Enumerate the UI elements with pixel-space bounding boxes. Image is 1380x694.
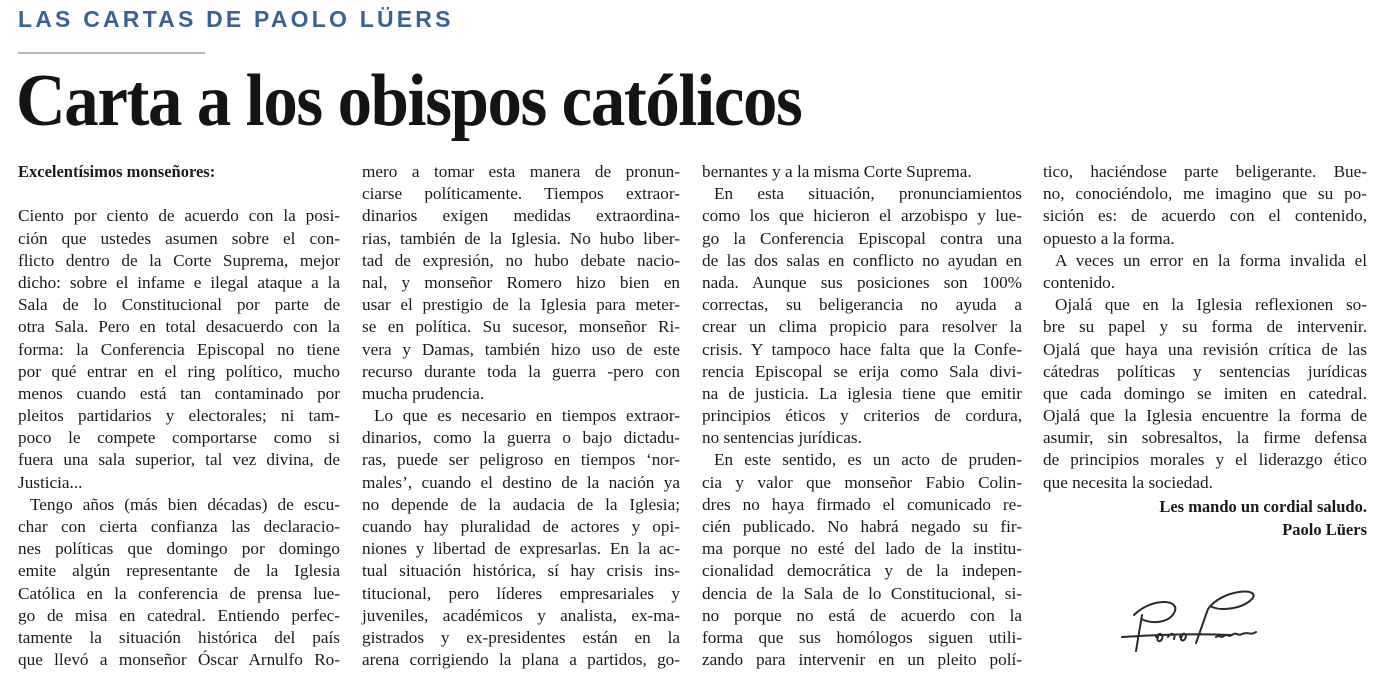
- article-column-3: [702, 161, 1022, 671]
- text-line: Ciento por ciento de acuerdo con la posi-: [18, 206, 340, 226]
- text-line: arena corrigiendo la plana a partidos, go-: [362, 650, 680, 670]
- article-column-2: [362, 161, 680, 671]
- text-line: dinarios, como la guerra o bajo dictadu-: [362, 428, 680, 448]
- text-line: rencia Episcopal se erija como Sala divi-: [702, 361, 1022, 381]
- text-line: fuera una sala superior, tal vez divina, de: [18, 450, 340, 470]
- greeting: Excelentísimos monseñores:: [18, 162, 216, 181]
- text-line: titucional, pero líderes empresariales y: [362, 583, 680, 603]
- text-line: que llevó a monseñor Óscar Arnulfo Ro-: [18, 650, 340, 670]
- text-line: juveniles, académicos y analista, ex-ma-: [362, 605, 680, 625]
- text-line: como los que hicieron el arzobispo y lue-: [702, 206, 1022, 226]
- text-line: zando para intervenir en un pleito polí-: [702, 650, 1022, 670]
- text-line: cátedras políticas y sentencias jurídicas: [1043, 361, 1367, 381]
- text-line: correctas, su beligerancia no ayuda a: [702, 295, 1022, 315]
- text-line: Ojalá que haya una revisión crítica de las: [1043, 339, 1367, 359]
- text-line: ción que ustedes asumen sobre el con-: [18, 228, 340, 248]
- text-line: Justicia...: [18, 472, 83, 492]
- text-line: que necesita la sociedad.: [1043, 472, 1213, 492]
- text-line: pleitos partidarios y electorales; ni tam-: [18, 406, 340, 426]
- text-line: otra Sala. Pero en total desacuerdo con la: [18, 317, 340, 337]
- text-line: forma que sus homólogos siguen utili-: [702, 627, 1022, 647]
- text-line: go de misa en catedral. Entiendo perfec-: [18, 605, 340, 625]
- text-line: A veces un error en la forma invalida el: [1055, 250, 1367, 270]
- spacer: [18, 183, 340, 205]
- text-line: asumir, sin sobresaltos, la firme defensa: [1043, 428, 1367, 448]
- text-line: char con cierta confianza las declaracio-: [18, 517, 340, 536]
- text-line: de las dos salas en conflicto no ayudan en: [702, 250, 1022, 270]
- text-line: Ojalá que en la Iglesia reflexionen so-: [1055, 295, 1367, 315]
- text-line: dinarios exigen medidas extraordina-: [362, 206, 680, 226]
- text-line: En esta situación, pronunciamientos: [714, 184, 1022, 204]
- text-line: Tengo años (más bien décadas) de escu-: [30, 494, 340, 514]
- text-line: cia y valor que monseñor Fabio Colin-: [702, 472, 1022, 492]
- text-line: forma: la Conferencia Episcopal no tiene: [18, 339, 340, 359]
- text-line: bernantes y a la misma Corte Suprema.: [702, 162, 972, 181]
- text-line: usar el prestigio de la Iglesia para meter-: [362, 295, 680, 315]
- text-line: cién publicado. No habrá negado su fir-: [702, 517, 1022, 536]
- text-line: recurso durante toda la guerra -pero con: [362, 361, 680, 381]
- text-line: ma porque no esté del lado de la institu-: [702, 539, 1022, 559]
- section-kicker: LAS CARTAS DE PAOLO LÜERS: [18, 6, 454, 32]
- text-line: niones y libertad de expresarlas. En la ac-: [362, 539, 680, 559]
- text-line: Católica en la conferencia de prensa lue-: [18, 583, 340, 603]
- text-line: emite algún representante de la Iglesia: [18, 561, 340, 581]
- handwritten-signature: [1112, 585, 1292, 655]
- text-line: nada. Aunque sus posiciones son 100%: [702, 272, 1022, 292]
- text-line: mucha prudencia.: [362, 383, 485, 403]
- text-line: tad de expresión, no hubo debate nacio-: [362, 250, 680, 270]
- text-line: gistrados y ex-presidentes están en la: [362, 627, 680, 647]
- author-name: Paolo Lüers: [1282, 519, 1367, 539]
- text-line: nes políticas que domingo por domingo: [18, 539, 340, 559]
- article-column-1: [18, 161, 340, 671]
- text-line: bre su papel y su forma de intervenir.: [1043, 317, 1367, 337]
- text-line: dres no haya firmado el comunicado re-: [702, 494, 1022, 514]
- article-column-4: [1043, 161, 1367, 494]
- text-line: flicto dentro de la Corte Suprema, mejor: [18, 250, 340, 270]
- text-line: crear un clima propicio para resolver la: [702, 317, 1022, 337]
- text-line: go la Conferencia Episcopal contra una: [702, 228, 1022, 248]
- text-line: que cada domingo se imiten en catedral.: [1043, 383, 1367, 403]
- text-line: tamente la situación histórica del país: [18, 627, 340, 647]
- text-line: menos cuando está tan contaminado por: [18, 383, 340, 403]
- divider: [18, 52, 205, 54]
- text-line: Ojalá que la Iglesia encuentre la forma de: [1043, 406, 1367, 426]
- text-line: na de justicia. La iglesia tiene que emitir: [702, 383, 1022, 403]
- text-line: no, conociéndolo, me imagino que su po-: [1043, 184, 1367, 204]
- text-line: de principios morales y el liderazgo ético: [1043, 450, 1367, 470]
- text-line: poco le compete comportarse como si: [18, 428, 340, 448]
- text-line: sición es: de acuerdo con el contenido,: [1043, 206, 1367, 226]
- text-line: mero a tomar esta manera de pronun-: [362, 162, 680, 181]
- text-line: principios éticos y criterios de cordura,: [702, 406, 1022, 426]
- text-line: crisis. Y tampoco hace falta que la Confe-: [702, 339, 1022, 359]
- text-line: ciarse políticamente. Tiempos extraor-: [362, 184, 680, 204]
- text-line: ras, puede ser peligroso en tiempos ‘nor-: [362, 450, 680, 470]
- text-line: males’, cuando el destino de la nación ya: [362, 472, 680, 492]
- text-line: por qué entrar en el ring político, mucho: [18, 361, 340, 381]
- text-line: rias, también de la Iglesia. No hubo liber-: [362, 228, 680, 248]
- text-line: contenido.: [1043, 272, 1116, 292]
- article-title: Carta a los obispos católicos: [16, 60, 802, 142]
- text-line: vera y Damas, también hizo uso de este: [362, 339, 680, 359]
- text-line: se en política. Su sucesor, monseñor Ri-: [362, 317, 680, 337]
- text-line: tico, haciéndose parte beligerante. Bue-: [1043, 162, 1367, 181]
- text-line: no sentencias jurídicas.: [702, 428, 862, 448]
- closing-line: Les mando un cordial saludo.: [1159, 497, 1367, 516]
- text-line: cionalidad democrática y de la indepen-: [702, 561, 1022, 581]
- text-line: Sala de lo Constitucional por parte de: [18, 295, 340, 315]
- text-line: no depende de la audacia de la Iglesia;: [362, 494, 680, 514]
- text-line: dicho: sobre el infame e ilegal ataque a la: [18, 272, 340, 292]
- text-line: no porque no está de acuerdo con la: [702, 605, 1022, 625]
- text-line: cuando hay pluralidad de actores y opi-: [362, 517, 680, 536]
- text-line: En este sentido, es un acto de pruden-: [714, 450, 1022, 470]
- text-line: opuesto a la forma.: [1043, 228, 1175, 248]
- text-line: dencia de la Sala de lo Constitucional, si-: [702, 583, 1022, 603]
- text-line: nal, y monseñor Romero hizo bien en: [362, 272, 680, 292]
- text-line: Lo que es necesario en tiempos extraor-: [374, 406, 680, 426]
- text-line: tual situación histórica, sí hay crisis ins-: [362, 561, 680, 581]
